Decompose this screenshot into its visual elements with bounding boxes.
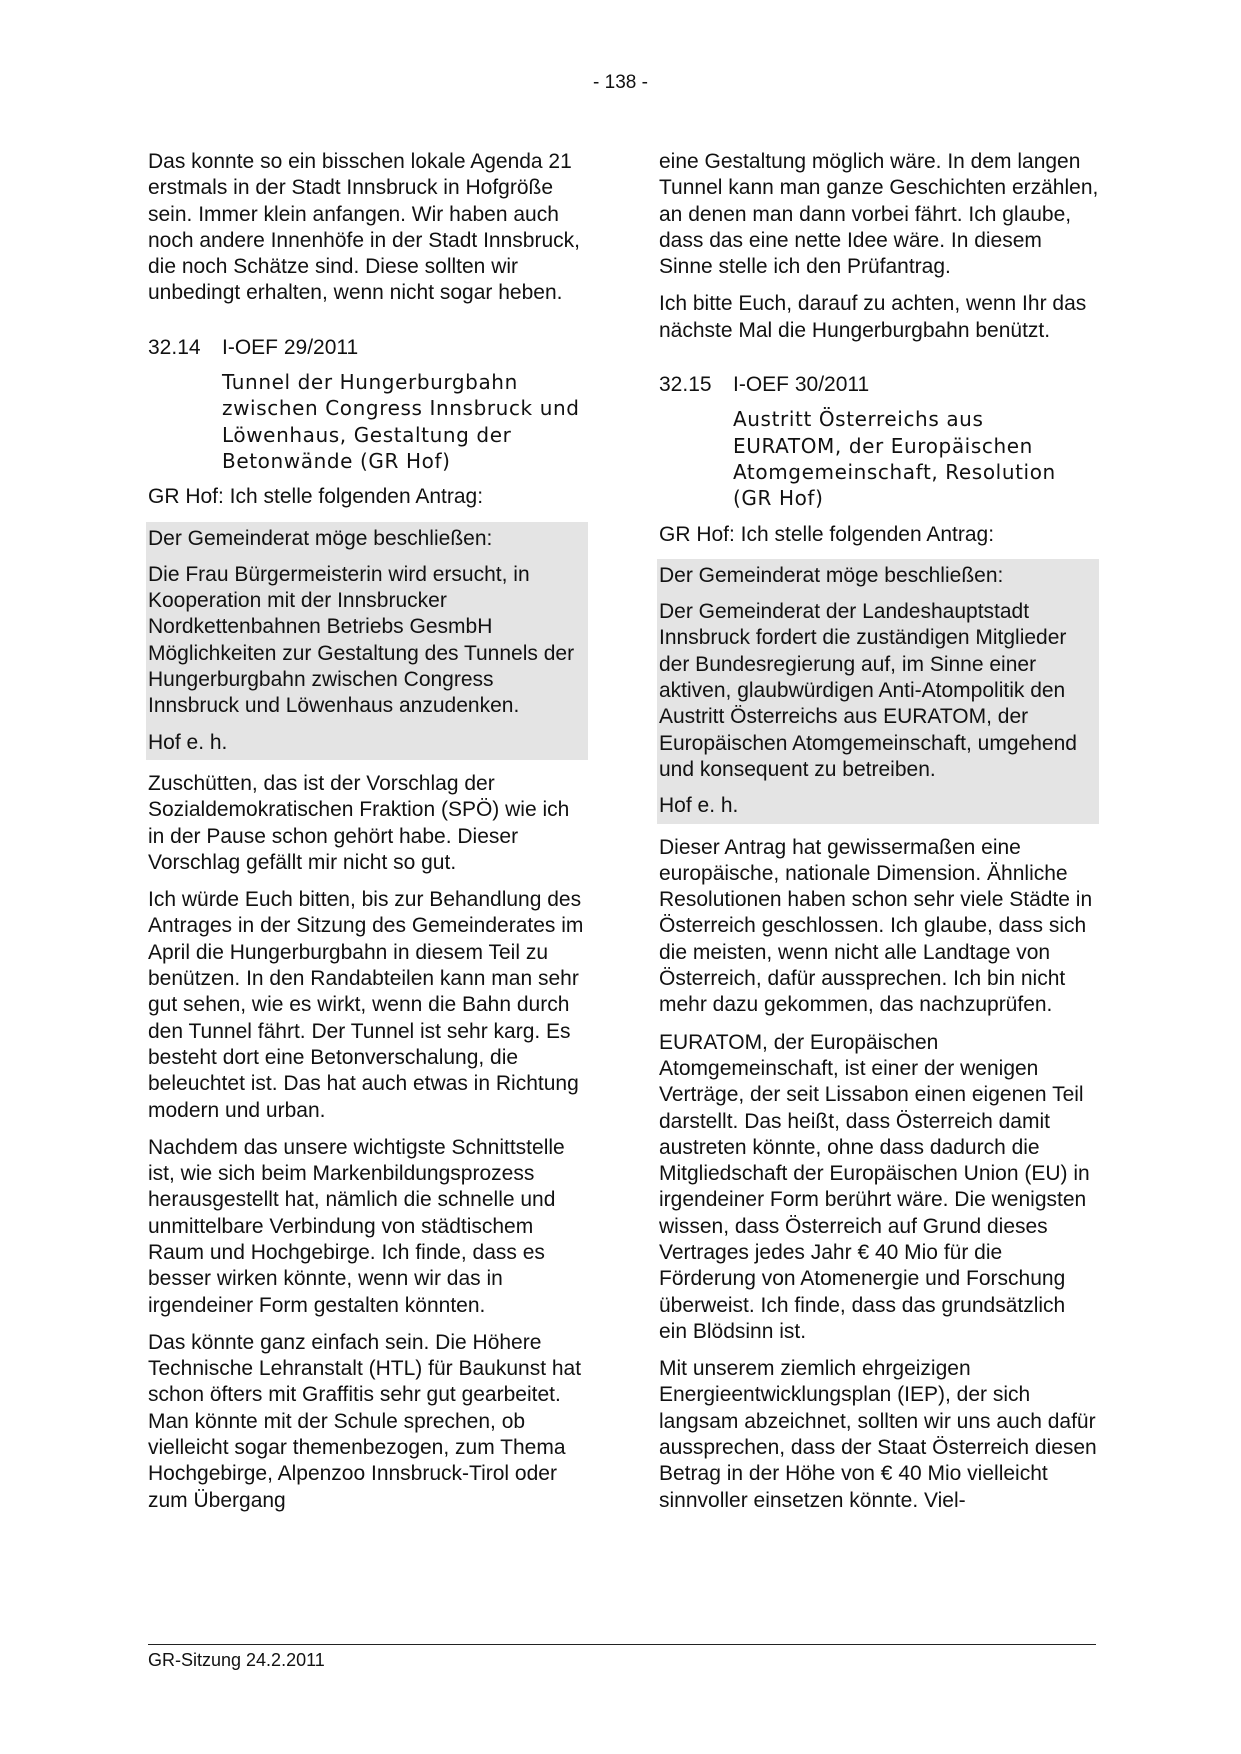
agenda-heading — [659, 372, 1099, 398]
motion-text: Die Frau Bürgermeisterin wird ersucht, in Kooperation mit der Innsbrucker Nordkettenbahnen Betriebs GesmbH Möglichkeiten zur Gestaltung des Tunnels der Hungerburgbahn zwischen Congress Innsbruck und Löwenhaus anzudenken. — [148, 562, 575, 718]
body-paragraph: Dieser Antrag hat gewissermaßen eine europäische, nationale Dimension. Ähnliche Resolutionen haben schon sehr viele Städte in Österreich geschlossen. Ich glaube, dass sich die meisten, wenn nicht alle Landtage von Österreich, dafür aussprechen. Ich bin nicht mehr dazu gekommen, das nachzuprüfen. — [659, 835, 1093, 1017]
motion-signature: Hof e. h. — [148, 730, 228, 754]
speaker-line: GR Hof: Ich stelle folgenden Antrag: — [659, 522, 995, 546]
left-column — [148, 149, 588, 1525]
body-paragraph: Ich bitte Euch, darauf zu achten, wenn Ihr das nächste Mal die Hungerburgbahn benützt. — [659, 292, 1087, 342]
body-paragraph: Mit unserem ziemlich ehrgeizigen Energieentwicklungsplan (IEP), der sich langsam abzeichnet, sollten wir uns auch dafür aussprechen, dass der Staat Österreich diesen Betrag in der Höhe von € 40 Mio vielleicht sinnvoller einsetzen könnte. Viel- — [659, 1357, 1097, 1512]
page-number: - 138 - — [593, 72, 648, 93]
agenda-title: Austritt Österreichs aus EURATOM, der Europäischen Atomgemeinschaft, Resolution (GR Hof) — [733, 407, 1056, 511]
body-paragraph: Das könnte ganz einfach sein. Die Höhere Technische Lehranstalt (HTL) für Baukunst hat schon öfters mit Graffitis sehr gut gearbeitet. Man könnte mit der Schule sprechen, ob vielleicht sogar themenbezogen, zum Thema Hochgebirge, Alpenzoo Innsbruck-Tirol oder zum Übergang — [148, 1330, 582, 1512]
body-paragraph: eine Gestaltung möglich wäre. In dem langen Tunnel kann man ganze Geschichten erzählen, an denen man dann vorbei fährt. Ich glaube, dass das eine nette Idee wäre. In diesem Sinne stelle ich den Prüfantrag. — [659, 150, 1099, 279]
intro-paragraph: Das konnte so ein bisschen lokale Agenda 21 erstmals in der Stadt Innsbruck in Hofgröße sein. Immer klein anfangen. Wir haben auch noch andere Innenhöfe in der Stadt Innsbruck, die noch Schätze sind. Diese sollten wir unbedingt erhalten, wenn nicht sogar heben. — [148, 150, 580, 305]
agenda-code: I-OEF 29/2011 — [222, 335, 359, 359]
speaker-line: GR Hof: Ich stelle folgenden Antrag: — [148, 485, 484, 509]
motion-heading: Der Gemeinderat möge beschließen: — [659, 563, 1004, 587]
motion-text: Der Gemeinderat der Landeshauptstadt Innsbruck fordert die zuständigen Mitglieder der Bundesregierung auf, im Sinne einer aktiven, glaubwürdigen Anti-Atompolitik den Austritt Österreichs aus EURATOM, der Europäischen Atomgemeinschaft, umgehend und konsequent zu betreiben. — [659, 600, 1077, 781]
agenda-heading — [148, 335, 588, 361]
body-paragraph: Zuschütten, das ist der Vorschlag der Sozialdemokratischen Fraktion (SPÖ) wie ich in der Pause schon gehört habe. Dieser Vorschlag gefällt mir nicht so gut. — [148, 771, 570, 874]
motion-signature: Hof e. h. — [659, 794, 739, 818]
agenda-item-32-15 — [659, 372, 1099, 511]
body-paragraph: Ich würde Euch bitten, bis zur Behandlung des Antrages in der Sitzung des Gemeinderates im April die Hungerburgbahn in diesem Teil zu benützen. In den Randabteilen kann man sehr gut sehen, wie es wirkt, wenn die Bahn durch den Tunnel fährt. Der Tunnel ist sehr karg. Es besteht dort eine Betonverschalung, die beleuchtet ist. Das hat auch etwas in Richtung modern und urban. — [148, 888, 584, 1122]
agenda-code: I-OEF 30/2011 — [733, 373, 870, 397]
agenda-number: 32.15 — [659, 373, 712, 397]
body-paragraph: Nachdem das unsere wichtigste Schnittstelle ist, wie sich beim Markenbildungsprozess herausgestellt hat, nämlich die schnelle und unmittelbare Verbindung von städtischem Raum und Hochgebirge. Ich finde, dass es besser wirken könnte, wenn wir das in irgendeiner Form gestalten könnten. — [148, 1135, 565, 1317]
agenda-title: Tunnel der Hungerburgbahn zwischen Congress Innsbruck und Löwenhaus, Gestaltung der Betonwände (GR Hof) — [222, 370, 580, 473]
agenda-item-32-14 — [148, 335, 588, 474]
agenda-number: 32.14 — [148, 335, 201, 359]
right-column — [659, 149, 1099, 1525]
footer-rule — [148, 1644, 1096, 1645]
motion-box — [146, 522, 588, 760]
motion-heading: Der Gemeinderat möge beschließen: — [148, 526, 493, 550]
footer-session-date: GR-Sitzung 24.2.2011 — [148, 1650, 325, 1670]
body-paragraph: EURATOM, der Europäischen Atomgemeinschaft, ist einer der wenigen Verträge, der seit Lissabon einen eigenen Teil darstellt. Das heißt, dass Österreich damit austreten könnte, ohne dass dadurch die Mitgliedschaft der Europäischen Union (EU) in irgendeiner Form berührt wäre. Die wenigsten wissen, dass Österreich auf Grund dieses Vertrages jedes Jahr € 40 Mio für die Förderung von Atomenergie und Forschung überweist. Ich finde, dass das grundsätzlich ein Blödsinn ist. — [659, 1030, 1090, 1343]
motion-box — [657, 559, 1099, 824]
